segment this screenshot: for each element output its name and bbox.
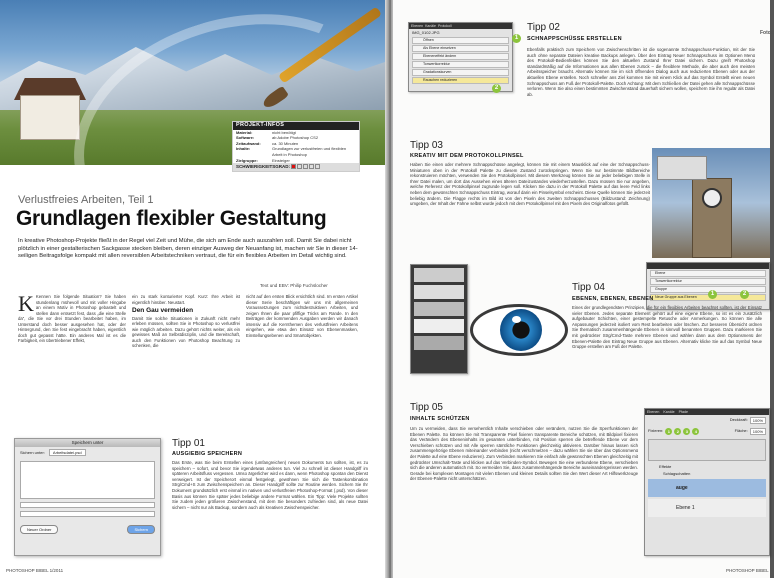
layer-row xyxy=(648,439,766,461)
difficulty-square xyxy=(297,164,302,169)
info-row: Software: ab Adobe Photoshop CS2 xyxy=(236,135,319,141)
step-marker-1: 1 xyxy=(512,34,521,43)
layer-row: Schlagschatten xyxy=(663,471,691,476)
text-column-1: K Kennen Sie folgende Situation? Sie haben stundenlang mühevoll und mit voller Hingabe an einem Motiv in Photoshop gebastelt und stellen dann entsetzt fest, dass „die eine Stelle da“, die Sie vor drei Stunden bearbeitet haben, im Unterstand doch besser ausgesehen hat, oder der Hintergrund, den Sie fest eingebracht haben, eigentlich doch gut gepasst hätte. Ein anderes Mal ist es die Farbigkeit, ein übertriebener Effekt, xyxy=(18,291,126,343)
eye-illustration xyxy=(470,290,568,370)
difficulty-square xyxy=(291,164,296,169)
dialog-buttons xyxy=(15,520,160,539)
history-row: Gradationskurven xyxy=(412,69,509,76)
info-row: Inhalte: Grundlagen zur verlustfreien und flexiblen Arbeit in Photoshop xyxy=(236,146,347,157)
tipp03-title: Tipp 03 xyxy=(410,140,443,151)
tipp03-body: Haben Sie einen oder mehrere Schnappschüsse angelegt, können Sie mit einem Mausklick auf eine der Schnappschuss-Miniaturen oben in der Protokoll Palette zu diesem Zustand zurückspringen. Wenn Sie nur bestimmte Bildbereiche rekonstruieren möchten, verwenden Sie den Protokollpinsel. Mit diesem Werkzeug können Sie an jeder beliebigen Stelle in Ihrer Datei malen, um dort das Aussehen eines älteren Dateizustandes wiederherzustellen. Dazu müssen Sie nur angeben, welche Referenz der Protokollpinsel zugrunde legen soll. Klicken Sie dazu in der Protokoll Palette auf das leere Feld links neben dem gewünschten Schnappschuss Eintrag, worauf darin ein Pinselsymbol erscheint. Diese Quelle können Sie jederzeit beliebig ändern. Die Flagge rechts im Bild ist von den Pixeln des zweiten Schnappschusses (Bildzustand: Zeichnung) umgeben, der Inhalt der Fahne selbst wurde jedoch mit dem Protokollpinsel mit den Pixeln des Originalfotos gefüllt. xyxy=(410,162,650,207)
save-dialog-screenshot xyxy=(14,438,161,556)
history-thumbs xyxy=(657,156,707,180)
layers-panel-screenshot: Ebenen Kanäle Pfade Deckkraft: 100% Fixieren: 1 2 3 4 Fläche: 100% Effekte Schlagschatten auge Ebene 1 xyxy=(644,408,770,556)
history-row: Öffnen xyxy=(412,37,509,44)
footer-right: PHOTOSHOP BIBEL xyxy=(726,568,769,573)
tipp01-subtitle: AUSGIEBIG SPEICHERN xyxy=(172,451,243,457)
info-heading: PROJEKT-INFOS xyxy=(233,122,359,130)
tipp03-subtitle: KREATIV MIT DEM PROTOKOLLPINSEL xyxy=(410,153,524,159)
info-row: Material: nicht benötigt xyxy=(236,129,296,135)
tipp01-body: Das Erste, was Sie beim Erstellen eines (umfangreichen) neuen Dokuments tun sollten, ist, es zu speichern – sofort, und bevor Sie irgendetwas anderes tun. Viel zu schnell ist dieser Handgriff im späteren Arbeitsfluss vergessen. Umso ärgerlicher wird es dann, wenn Photoshop spontan den Dienst verweigert. Ist der Speicherort einmal festgelegt, gewöhnen Sie sich die Tastenkombination Strg/Cmd+S zum Zwischenspeichern an. Dieser Handgriff sollte zur Routine werden. Sichern Sie Ihr Dokument grundsätzlich erst einmal im nativen und verlustfreien Photoshop-Format (.psd). Von dieser Basis aus können Sie später jedes beliebige andere Format wählen. Ein Tipp: Viele Projekte sollten Sie zudem jeden größeren Zwischenstand, mit dem Sie besonders zufrieden sind, als neue Datei sichern – nicht nur als Backup, sondern auch als kreativen Zwischenspeicher. xyxy=(172,460,368,510)
step-marker-2b: 2 xyxy=(740,290,749,299)
new-folder-button: Neuer Ordner xyxy=(20,525,58,534)
dropcap: K xyxy=(18,291,34,316)
layer-row-selected: auge xyxy=(648,479,766,497)
layers-group-screenshot: Ebene Tonwertkorrektur Gruppe Neue Gruppe aus Ebenen xyxy=(646,262,770,310)
layer-row: Ebene 1 xyxy=(648,499,766,517)
byline: Text und EBV: Philip Fuchslocher xyxy=(260,283,328,288)
dialog-filename-row: Sichern unter: Arbeitsdatei.psd xyxy=(15,447,160,458)
tipp04-subtitle: EBENEN, EBENEN, EBENEN xyxy=(572,296,654,302)
tipp02-subtitle: SCHNAPPSCHÜSSE ERSTELLEN xyxy=(527,36,622,42)
difficulty-square xyxy=(309,164,314,169)
dialog-options-row xyxy=(20,511,155,517)
dialog-file-list xyxy=(20,461,155,499)
side-mark: Fotos xyxy=(760,30,774,36)
history-row: Ebeneneffekt ändern xyxy=(412,53,509,60)
text-column-2: ein zu stark konturierter Kopf. Kurz: Ihre Arbeit ist eigentlich hinüber. Neustart. Den Gau vermeiden Damit Sie solche Situationen in Zukunft nicht mehr erleben müssen, sollten Sie in Photoshop so verlustfrei wie möglich arbeiten. Dazu gehört nichts weiter, als ein gewisses Maß an Selbstdisziplin, und die Bereitschaft, auch den Funktionen von Photoshop Beachtung zu schenken, die xyxy=(132,294,240,348)
tipp05-title: Tipp 05 xyxy=(410,402,443,413)
tipp01-title: Tipp 01 xyxy=(172,438,205,449)
layer-row: Effekte xyxy=(659,464,672,469)
info-row: Zeitaufwand: ca. 30 Minuten xyxy=(236,140,299,146)
info-row: Zielgruppe: Einsteiger xyxy=(236,157,290,163)
text-column-3: nicht auf den ersten Blick ersichtlich sind. Im ersten Artikel dieser Serie beschäftigen wir uns mit allgemeinen Voraussetzungen zum nichtdestruktiven Arbeiten, und zeigen Ihnen die paar pfiffige Tricks am Rande. In den Beiträgen der kommenden Ausgaben werden wir danach intensiv auf die Kernthemen des verlustfreien Arbeitens eingehen, wie etwa den Einsatz von Ebenenmasken, Einstellungsebenen und Smartobjekten. xyxy=(246,294,358,338)
article-title: Grundlagen flexibler Gestaltung xyxy=(16,207,327,230)
tipp02-body: Ebenfalls praktisch zum Speichern von Zwischenschritten ist die sogenannte Schnappschuss-Funktion, mit der Sie auch ohne separate Dateien kreative Backups anlegen. Über den Eintrag Neuer Schnappschuss im Optionen Menü des Protokoll-Bedienfeldes können Sie den aktuellen Zustand Ihrer Datei sichern. Dazu greift Photoshop standardmäßig auf die Informationen aus allen Ebenen zurück – die flexiblere Methode, die aber auch den meisten Arbeitsspeicher braucht. Alternativ können Sie im sich öffnenden Dialog auch aus reduzierten Ebenen oder aus der aktuellen Ebene erstellen. Noch schneller ans Ziel kommen Sie mit einem Klick auf das Symbol Erstellt einen neuen Schnappschuss am Fuß der Protokoll-Palette. Doch Achtung: Mit dem Schließen der Datei gehen alle Schnappschüsse verloren. Wenn Sie also einen bestimmten Zwischenstand dauerhaft sichern wollen, speichern Sie ihn regulär als Datei ab. xyxy=(527,47,755,97)
step-marker-1b: 1 xyxy=(708,290,717,299)
clock-face xyxy=(702,188,722,208)
tipp04-title: Tipp 04 xyxy=(572,282,605,293)
layers-thumbs-screenshot xyxy=(410,264,468,374)
history-row: Als Ebene einsetzen xyxy=(412,45,509,52)
difficulty-rating: SCHWIERIGKEITSGRAD: xyxy=(233,163,359,171)
house xyxy=(20,95,80,140)
history-row: Tonwertkorrektur xyxy=(412,61,509,68)
tipp02-title: Tipp 02 xyxy=(527,22,560,33)
save-button: Sichern xyxy=(127,525,155,534)
step-marker-2: 2 xyxy=(492,84,501,93)
dialog-format-row xyxy=(20,502,155,508)
clocktower-photo xyxy=(652,148,770,258)
dialog-title: Speichern unter xyxy=(15,439,160,447)
article-lead: In kreative Photoshop-Projekte fließt in der Regel viel Zeit und Mühe, die sich am Ende auch auszahlen soll. Damit Sie dabei nicht plötzlich in einer gestalterischen Sackgasse stecken bleiben, deren einziger Ausweg der Neuanfang ist, machen wir Sie in dieser 14-seiligen Beitragsfolge kompakt mit allen reversiblen Arbeitstechniken vertraut, die für ein flexibles Arbeiten im Detail wichtig sind. xyxy=(18,238,358,260)
tipp05-body: Um zu vermeiden, dass Sie versehentlich Inhalte verschieben oder verändern, nutzen Sie die Sperrfunktionen der Ebenen Palette. So können Sie mit Transparente Pixel fixieren transparente Bereiche schützen, mit Bildpixel fixieren das Verändern des Ebeneninhalts im gesamten unterbinden, mit Position sperren die betreffende Ebene vor dem Verschieben schützen und mit Alle sperren sämtliche Funktionen gleichzeitig aktivieren. Darüber hinaus lassen sich zusammengehörige Ebenen miteinander verbinden (nicht verschmelzen – dazu wählen Sie sie über das Optionsmenü der Palette auf eine Ebene reduzieren). Zum Verbinden markieren Sie einfach alle gewünschten Ebenen gleichzeitig mit gedrückter Umschalt-Taste und klicken auf das Verbinden-Symbol. Bewegen Sie eine verbundene Ebene, verschieben sich die anderen automatisch mit. So vermeiden Sie, dass zusammenhängende Bereiche auseinandergerissen werden. Gerade bei komplexen Montagen mit vielen Ebenen und kleinen Details sollten Sie den Wert dieser Art Hilfswerkzeuge der Ebenen-Palette nicht unterschätzen. xyxy=(410,426,638,482)
history-panel-screenshot: Ebenen Kanäle Protokoll IMG_0102.JPG Öffnen Als Ebene einsetzen Ebeneneffekt ändern Tonwertkorrektur Gradationskurven Rauschen reduzieren xyxy=(408,22,513,92)
tipp05-subtitle: INHALTE SCHÜTZEN xyxy=(410,416,470,422)
difficulty-square xyxy=(303,164,308,169)
footer-left: PHOTOSHOP BIBEL 1/2011 xyxy=(6,568,64,573)
filename-field: Arbeitsdatei.psd xyxy=(49,449,86,456)
tipp04-body: Eines der grundlegendsten Prinzipien, die für ein flexibles Arbeiten beachtet sollten, ist der Einsatz vieler Ebenen. Jedes separate Element gehört auf eine eigene Ebene, so ist es ein zusätzlich aufgebauter Schichten, einer gestempelte Retusche oder Anmerkungen. So können Sie alle Anpassungen jederzeit isoliert vom Rest bearbeiten oder löschen. Zur besseren Übersicht ordnen Sie thematisch zusammenhängende Ebenen in sinnvoll benannten Gruppen. Dazu markieren Sie mit gedrückter Strg/Cmd-Taste mehrere Ebenen und wählen dann aus dem Optionsmenü der Ebenen-Palette den Eintrag Neue Gruppe aus Ebenen. Alternativ klicke Sie auf das Symbol Neue Gruppe erstellen am Fuß der Palette. xyxy=(572,305,762,350)
article-kicker: Verlustfreies Arbeiten, Teil 1 xyxy=(18,194,154,206)
history-row-selected: Rauschen reduzieren xyxy=(412,77,509,84)
difficulty-square xyxy=(315,164,320,169)
project-info-box xyxy=(232,121,360,172)
subheading: Den Gau vermeiden xyxy=(132,307,194,314)
